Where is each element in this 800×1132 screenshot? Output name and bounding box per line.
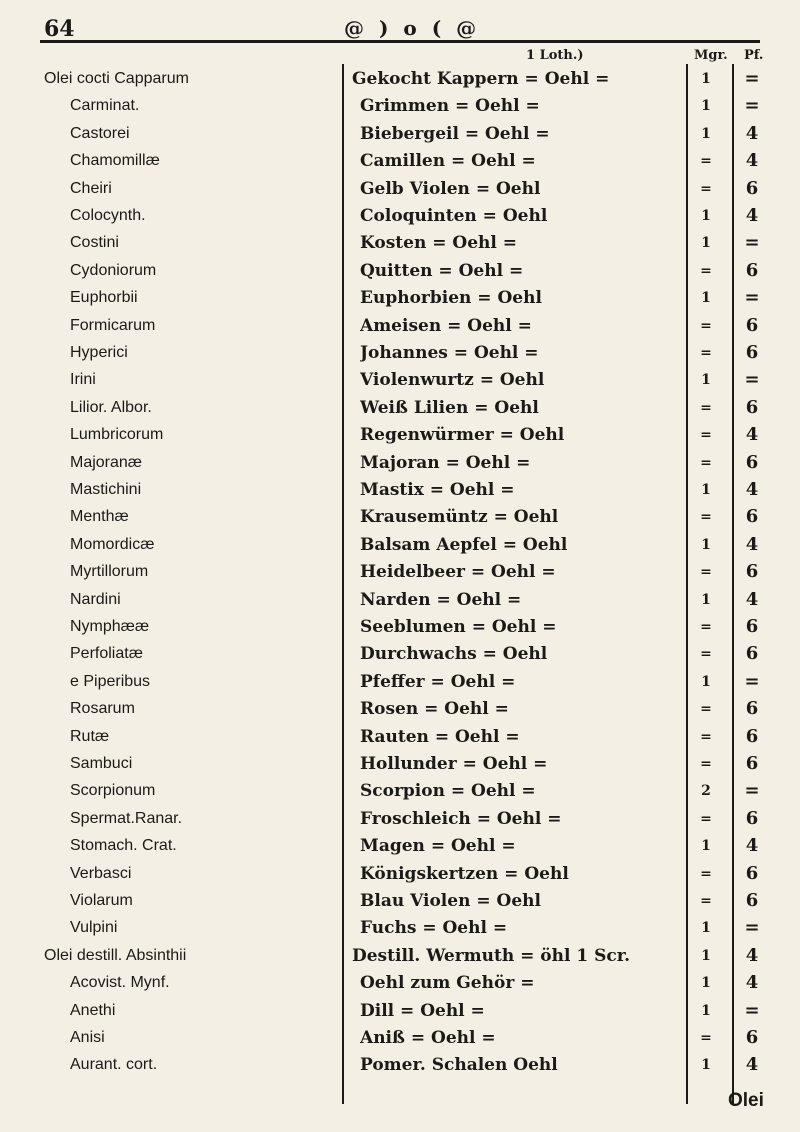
price-pf: 6 [745, 342, 759, 363]
table-row [0, 641, 800, 667]
latin-name: Carminat. [70, 97, 140, 115]
table-row [0, 532, 800, 558]
latin-name: Colocynth. [70, 207, 146, 224]
german-name: Coloquinten = Oehl [360, 206, 548, 226]
price-mgr: = [700, 865, 712, 882]
price-mgr: = [700, 893, 712, 909]
german-name: Hollunder = Oehl = [360, 754, 548, 774]
latin-name: Formicarum [70, 316, 156, 334]
price-mgr: 1 [701, 71, 711, 87]
latin-name: Anethi [70, 1001, 116, 1019]
price-pf: = [744, 95, 760, 117]
german-name: Majoran = Oehl = [360, 452, 531, 473]
price-mgr: = [700, 728, 712, 745]
column-head-mgr: Mgr. [694, 48, 728, 63]
price-pf: 6 [745, 862, 759, 884]
table-row [0, 66, 800, 92]
price-mgr: 1 [701, 208, 711, 224]
german-name: Durchwachs = Oehl [360, 644, 548, 665]
column-head-pf: Pf. [744, 48, 764, 63]
price-mgr: = [700, 317, 712, 334]
german-name: Camillen = Oehl = [360, 151, 536, 172]
price-mgr: 1 [701, 372, 711, 389]
price-pf: 4 [745, 533, 759, 555]
german-name: Pfeffer = Oehl = [360, 671, 516, 692]
table-row [0, 833, 800, 859]
german-name: Rauten = Oehl = [360, 726, 520, 747]
table-row [0, 861, 800, 887]
price-pf: 4 [745, 972, 759, 994]
latin-name: Aurant. cort. [70, 1056, 158, 1074]
table-row [0, 285, 800, 311]
latin-name: Vulpini [70, 919, 118, 937]
latin-name: Euphorbii [70, 289, 138, 307]
price-mgr: 1 [701, 536, 711, 553]
table-row [0, 696, 800, 722]
latin-name: Momordicæ [70, 535, 155, 553]
price-mgr: 1 [701, 920, 711, 937]
price-pf: 6 [745, 616, 759, 637]
price-pf: 6 [745, 725, 759, 747]
german-name: Rosen = Oehl = [360, 699, 509, 720]
latin-name: Menthæ [70, 508, 129, 526]
table-row [0, 669, 800, 695]
german-name: Quitten = Oehl = [360, 260, 524, 281]
latin-name: Lumbricorum [70, 426, 164, 444]
price-mgr: 1 [701, 591, 711, 608]
latin-name: Chamomillæ [70, 152, 160, 170]
latin-name: Cheiri [70, 179, 112, 197]
latin-name: Olei cocti Capparum [44, 70, 189, 87]
table-row [0, 258, 800, 284]
german-name: Johannes = Oehl = [360, 343, 539, 363]
price-mgr: = [700, 399, 712, 416]
german-name: Destill. Wermuth = öhl 1 Scr. [352, 945, 631, 966]
table-row [0, 1025, 800, 1051]
price-mgr: = [700, 619, 712, 635]
price-pf: 4 [745, 835, 759, 857]
price-pf: = [744, 287, 760, 309]
price-pf: 4 [745, 122, 759, 144]
german-name: Froschleich = Oehl = [360, 808, 562, 829]
table-row [0, 93, 800, 119]
price-mgr: 1 [701, 235, 711, 252]
german-name: Königskertzen = Oehl [360, 863, 569, 884]
latin-name: Rutæ [70, 727, 110, 745]
price-mgr: 1 [701, 673, 711, 690]
price-mgr: = [700, 646, 712, 663]
table-row [0, 148, 800, 174]
latin-name: Castorei [70, 124, 130, 142]
german-name: Mastix = Oehl = [360, 480, 515, 500]
german-name: Magen = Oehl = [360, 836, 516, 857]
table-row [0, 203, 800, 229]
table-row [0, 915, 800, 941]
price-pf: = [744, 780, 760, 802]
table-row [0, 1052, 800, 1078]
price-pf: = [744, 232, 760, 254]
price-mgr: = [700, 810, 712, 827]
catchword: Olei [728, 1090, 764, 1111]
price-pf: = [744, 68, 760, 89]
price-pf: 4 [745, 424, 759, 446]
latin-name: Majoranæ [70, 453, 143, 471]
price-mgr: 1 [701, 1057, 711, 1074]
german-name: Blau Violen = Oehl [360, 891, 541, 911]
price-pf: 6 [745, 1027, 759, 1048]
latin-name: Cydoniorum [70, 261, 157, 279]
german-name: Violenwurtz = Oehl [360, 370, 545, 391]
german-name: Dill = Oehl = [360, 1000, 485, 1021]
table-row [0, 778, 800, 804]
price-mgr: = [700, 509, 712, 526]
german-name: Regenwürmer = Oehl [360, 425, 565, 446]
price-mgr: = [700, 1030, 712, 1046]
german-name: Pomer. Schalen Oehl [360, 1055, 558, 1076]
latin-name: e Piperibus [70, 672, 151, 690]
table-row [0, 614, 800, 640]
table-row [0, 450, 800, 476]
price-pf: 6 [745, 396, 759, 418]
price-mgr: 1 [701, 98, 711, 115]
price-pf: 6 [745, 506, 759, 528]
german-name: Kosten = Oehl = [360, 233, 518, 254]
latin-name: Mastichini [70, 481, 142, 498]
price-mgr: 1 [701, 1002, 711, 1019]
price-pf: 6 [745, 643, 759, 665]
table-row [0, 888, 800, 914]
price-mgr: = [700, 262, 712, 279]
table-row [0, 970, 800, 996]
price-mgr: 1 [701, 838, 711, 855]
price-pf: = [744, 369, 760, 391]
price-pf: 6 [745, 177, 759, 199]
table-row [0, 998, 800, 1024]
german-name: Balsam Aepfel = Oehl [360, 534, 568, 555]
price-mgr: 1 [701, 290, 711, 307]
price-pf: 6 [745, 753, 759, 774]
latin-name: Acovist. Mynf. [70, 974, 170, 992]
table-row [0, 587, 800, 613]
price-pf: = [744, 917, 760, 939]
price-pf: 4 [745, 944, 759, 966]
german-name: Ameisen = Oehl = [360, 315, 532, 336]
price-pf: 6 [745, 451, 759, 473]
price-mgr: = [700, 180, 712, 197]
latin-name: Violarum [70, 892, 133, 909]
price-pf: 6 [745, 259, 759, 281]
german-name: Narden = Oehl = [360, 589, 522, 610]
table-row [0, 504, 800, 530]
price-pf: 4 [745, 205, 759, 226]
price-mgr: 1 [701, 125, 711, 142]
table-row [0, 477, 800, 503]
price-pf: = [744, 670, 760, 692]
german-name: Fuchs = Oehl = [360, 918, 508, 939]
price-mgr: = [700, 564, 712, 581]
price-pf: 4 [745, 150, 759, 172]
latin-name: Irini [70, 371, 96, 389]
latin-name: Scorpionum [70, 782, 156, 800]
table-row [0, 943, 800, 969]
price-pf: 6 [745, 314, 759, 336]
price-pf: 6 [745, 561, 759, 583]
table-row [0, 313, 800, 339]
latin-name: Spermat.Ranar. [70, 809, 183, 827]
table-row [0, 367, 800, 393]
german-name: Gelb Violen = Oehl [360, 178, 541, 199]
page-number: 64 [44, 16, 75, 42]
german-name: Euphorbien = Oehl [360, 288, 542, 309]
latin-name: Rosarum [70, 700, 135, 718]
price-mgr: 1 [701, 975, 711, 992]
latin-name: Myrtillorum [70, 563, 149, 581]
table-row [0, 806, 800, 832]
german-name: Gekocht Kappern = Oehl = [352, 69, 610, 89]
price-mgr: 1 [701, 947, 711, 964]
price-mgr: 2 [701, 783, 711, 800]
german-name: Seeblumen = Oehl = [360, 617, 557, 637]
table-row [0, 724, 800, 750]
latin-name: Lilior. Albor. [70, 398, 152, 416]
german-name: Biebergeil = Oehl = [360, 123, 550, 144]
latin-name: Verbasci [70, 864, 132, 882]
header-ornament: @ ) o ( @ [344, 16, 481, 40]
table-row [0, 340, 800, 366]
latin-name: Stomach. Crat. [70, 837, 177, 855]
german-name: Oehl zum Gehör = [360, 973, 535, 994]
price-mgr: = [700, 153, 712, 170]
price-mgr: 1 [701, 482, 711, 498]
latin-name: Sambuci [70, 755, 133, 772]
price-pf: 6 [745, 807, 759, 829]
price-mgr: = [700, 454, 712, 471]
table-row [0, 751, 800, 777]
column-head-weight: 1 Loth.) [526, 48, 584, 63]
table-row [0, 230, 800, 256]
table-row [0, 422, 800, 448]
german-name: Weiß Lilien = Oehl [360, 397, 539, 418]
price-pf: = [744, 999, 760, 1021]
german-name: Krausemüntz = Oehl [360, 507, 559, 528]
latin-name: Olei destill. Absinthii [44, 946, 187, 964]
german-name: Aniß = Oehl = [360, 1028, 496, 1048]
table-row [0, 176, 800, 202]
price-pf: 4 [745, 588, 759, 610]
german-name: Grimmen = Oehl = [360, 96, 540, 117]
price-mgr: = [700, 756, 712, 772]
table-row [0, 559, 800, 585]
price-pf: 6 [745, 890, 759, 911]
latin-name: Hyperici [70, 344, 128, 361]
table-row [0, 121, 800, 147]
latin-name: Costini [70, 234, 119, 252]
german-name: Heidelbeer = Oehl = [360, 562, 556, 583]
german-name: Scorpion = Oehl = [360, 781, 536, 802]
header-rule [40, 40, 760, 43]
latin-name: Nardini [70, 590, 121, 608]
latin-name: Anisi [70, 1029, 105, 1046]
price-mgr: = [700, 701, 712, 718]
latin-name: Nymphææ [70, 618, 150, 635]
page-header [0, 0, 800, 48]
price-pf: 4 [745, 1054, 759, 1076]
price-mgr: = [700, 345, 712, 361]
price-pf: 6 [745, 698, 759, 720]
latin-name: Perfoliatæ [70, 645, 143, 663]
table-row [0, 395, 800, 421]
price-mgr: = [700, 427, 712, 444]
price-pf: 4 [745, 479, 759, 500]
